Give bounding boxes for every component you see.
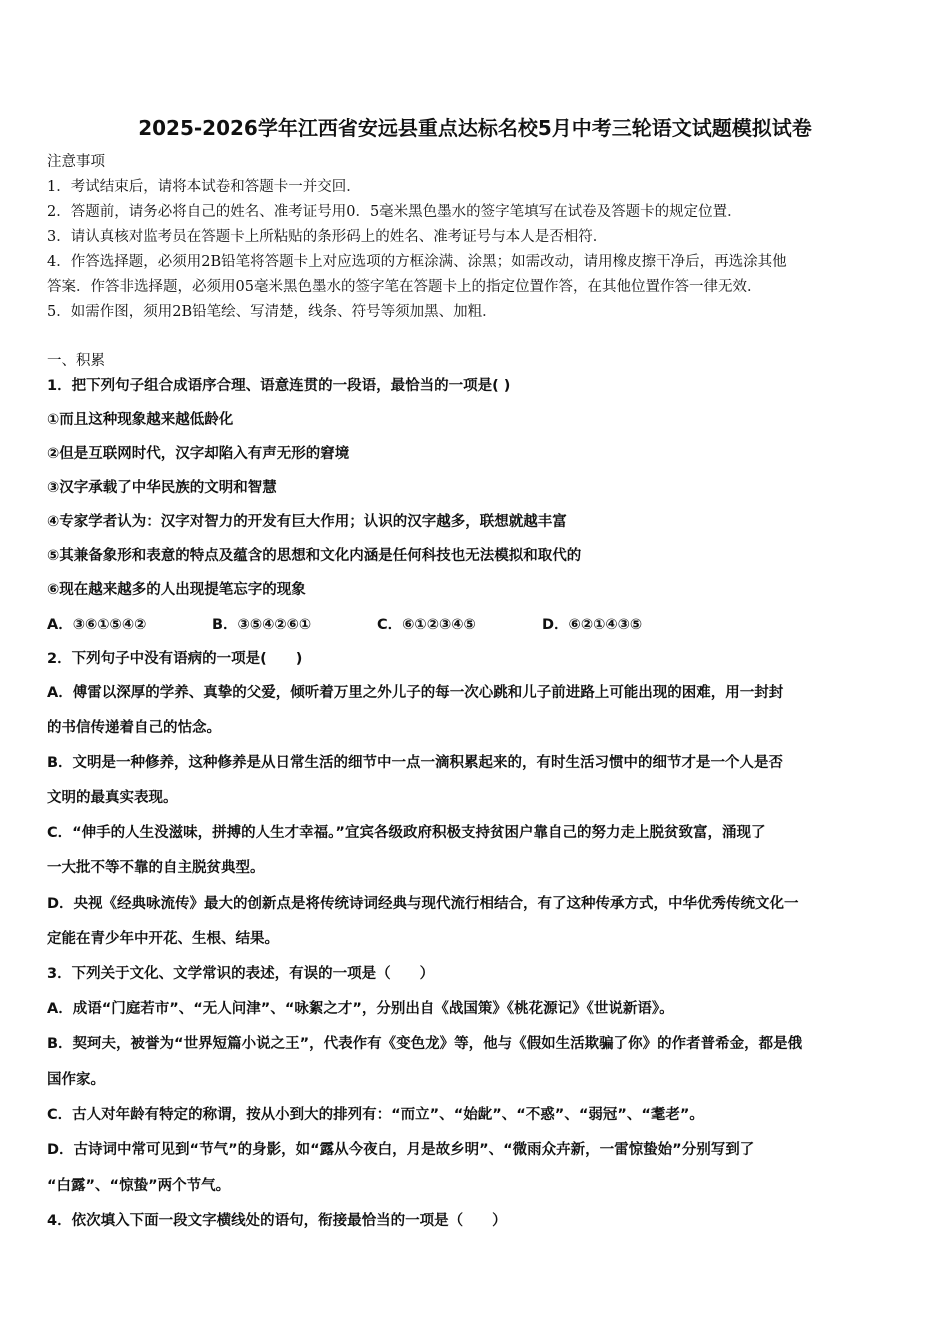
q1-sentence: ⑥现在越来越多的人出现提笔忘字的现象 (47, 582, 306, 598)
notice-item: 答案．作答非选择题，必须用05毫米黑色墨水的签字笔在答题卡上的指定位置作答，在其他位置作答一律无效． (47, 279, 762, 295)
q3-option-line: “白露”、“惊蛰”两个节气。 (47, 1178, 231, 1194)
q2-option-line: C．“伸手的人生没滋味，拼搏的人生才幸福。”宜宾各级政府积极支持贫困户靠自己的努力走上脱贫致富，涌现了 (47, 825, 766, 841)
notice-item: 1．考试结束后，请将本试卷和答题卡一并交回． (47, 179, 361, 195)
q1-option-b: B．③⑤④②⑥① (212, 617, 312, 633)
question-2-stem: 2．下列句子中没有语病的一项是( ) (47, 651, 303, 667)
question-1-stem: 1．把下列句子组合成语序合理、语意连贯的一段语，最恰当的一项是( ) (47, 378, 511, 394)
q1-sentence: ①而且这种现象越来越低龄化 (47, 412, 234, 428)
question-4-stem: 4．依次填入下面一段文字横线处的语句，衔接最恰当的一项是（ ） (47, 1213, 507, 1229)
q1-sentence: ⑤其兼备象形和表意的特点及蕴含的思想和文化内涵是任何科技也无法模拟和取代的 (47, 548, 582, 564)
q3-option-line: B．契珂夫，被誉为“世界短篇小说之王”，代表作有《变色龙》等，他与《假如生活欺骗了你》的作者普希金，都是俄 (47, 1036, 803, 1052)
q2-option-line: 定能在青少年中开花、生根、结果。 (47, 931, 279, 947)
notice-heading: 注意事项 (47, 154, 105, 170)
notice-item: 3．请认真核对监考员在答题卡上所粘贴的条形码上的姓名、准考证号与本人是否相符． (47, 229, 608, 245)
q2-option-line: A．傅雷以深厚的学养、真挚的父爱，倾听着万里之外儿子的每一次心跳和儿子前进路上可能出现的困难，用一封封 (47, 685, 784, 701)
q3-option-line: 国作家。 (47, 1072, 105, 1088)
question-3-stem: 3．下列关于文化、文学常识的表述，有误的一项是（ ） (47, 966, 435, 982)
q2-option-line: D．央视《经典咏流传》最大的创新点是将传统诗词经典与现代流行相结合，有了这种传承方式，中华优秀传统文化一 (47, 896, 799, 912)
q3-option-line: A．成语“门庭若市”、“无人问津”、“咏絮之才”，分别出自《战国策》《桃花源记》《世说新语》。 (47, 1001, 674, 1017)
q2-option-line: 文明的最真实表现。 (47, 790, 178, 806)
q1-option-c: C．⑥①②③④⑤ (377, 617, 476, 633)
notice-item: 5．如需作图，须用2B铅笔绘、写清楚，线条、符号等须加黑、加粗． (47, 304, 497, 320)
section-heading: 一、积累 (47, 353, 105, 369)
q1-option-d: D．⑥②①④③⑤ (542, 617, 643, 633)
q2-option-line: B．文明是一种修养，这种修养是从日常生活的细节中一点一滴积累起来的，有时生活习惯中的细节才是一个人是否 (47, 755, 784, 771)
page-title: 2025-2026学年江西省安远县重点达标名校5月中考三轮语文试题模拟试卷 (138, 116, 812, 140)
notice-item: 2．答题前，请务必将自己的姓名、准考证号用0．5毫米黑色墨水的签字笔填写在试卷及答题卡的规定位置． (47, 204, 742, 220)
q1-option-a: A．③⑥①⑤④② (47, 617, 147, 633)
q1-sentence: ②但是互联网时代，汉字却陷入有声无形的窘境 (47, 446, 350, 462)
q3-option-line: D．古诗词中常可见到“节气”的身影，如“露从今夜白，月是故乡明”、“微雨众卉新，一雷惊蛰始”分别写到了 (47, 1142, 755, 1158)
q1-sentence: ③汉字承载了中华民族的文明和智慧 (47, 480, 277, 496)
q3-option-line: C．古人对年龄有特定的称谓，按从小到大的排列有：“而立”、“始龀”、“不惑”、“弱冠”、“耄老”。 (47, 1107, 704, 1123)
q2-option-line: 的书信传递着自己的怙念。 (47, 720, 221, 736)
notice-item: 4．作答选择题，必须用2B铅笔将答题卡上对应选项的方框涂满、涂黑；如需改动，请用橡皮擦干净后，再选涂其他 (47, 254, 787, 270)
q1-sentence: ④专家学者认为：汉字对智力的开发有巨大作用；认识的汉字越多，联想就越丰富 (47, 514, 567, 530)
q2-option-line: 一大批不等不靠的自主脱贫典型。 (47, 860, 265, 876)
